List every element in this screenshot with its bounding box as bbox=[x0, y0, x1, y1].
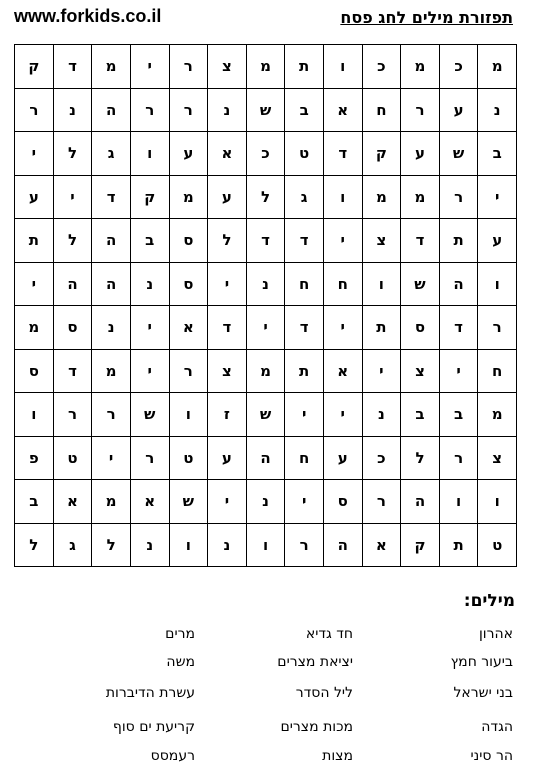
grid-cell[interactable]: ס bbox=[169, 219, 208, 263]
grid-cell[interactable]: י bbox=[285, 480, 324, 524]
grid-cell[interactable]: צ bbox=[401, 349, 440, 393]
site-url[interactable]: www.forkids.co.il bbox=[14, 6, 162, 26]
grid-row bbox=[15, 436, 517, 480]
grid-row bbox=[15, 132, 517, 176]
grid-cell[interactable]: י bbox=[323, 393, 362, 437]
grid-row bbox=[15, 45, 517, 89]
grid-cell[interactable]: ד bbox=[53, 45, 92, 89]
grid-cell[interactable]: ע bbox=[208, 175, 247, 219]
grid-cell[interactable]: מ bbox=[92, 45, 131, 89]
grid-cell[interactable]: ר bbox=[15, 88, 54, 132]
grid-cell[interactable]: א bbox=[53, 480, 92, 524]
grid-cell[interactable]: נ bbox=[246, 262, 285, 306]
grid-cell[interactable]: ר bbox=[169, 349, 208, 393]
grid-cell[interactable]: ח bbox=[285, 436, 324, 480]
grid-cell[interactable]: ל bbox=[15, 523, 54, 567]
grid-cell[interactable]: צ bbox=[208, 349, 247, 393]
grid-cell[interactable]: י bbox=[53, 175, 92, 219]
grid-cell[interactable]: ל bbox=[401, 436, 440, 480]
word-item: מכות מצרים bbox=[280, 719, 353, 735]
grid-cell[interactable]: ל bbox=[92, 523, 131, 567]
grid-cell[interactable]: י bbox=[130, 45, 169, 89]
grid-cell[interactable]: ס bbox=[401, 306, 440, 350]
grid-cell[interactable]: ו bbox=[169, 393, 208, 437]
grid-row bbox=[15, 523, 517, 567]
grid-cell[interactable]: ד bbox=[53, 349, 92, 393]
word-item: מצות bbox=[322, 748, 353, 764]
grid-cell[interactable]: ה bbox=[323, 523, 362, 567]
grid-cell[interactable]: ק bbox=[362, 132, 401, 176]
grid-cell[interactable]: י bbox=[15, 132, 54, 176]
grid-cell[interactable]: פ bbox=[15, 436, 54, 480]
grid-cell[interactable]: ב bbox=[478, 132, 517, 176]
grid-cell[interactable]: ד bbox=[323, 132, 362, 176]
grid-cell[interactable]: ע bbox=[15, 175, 54, 219]
grid-cell[interactable]: א bbox=[169, 306, 208, 350]
grid-cell[interactable]: י bbox=[208, 262, 247, 306]
grid-cell[interactable]: ה bbox=[92, 219, 131, 263]
word-item: בני ישראל bbox=[453, 685, 513, 701]
grid-cell[interactable]: י bbox=[246, 306, 285, 350]
grid-cell[interactable]: י bbox=[130, 349, 169, 393]
grid-cell[interactable]: ח bbox=[362, 88, 401, 132]
grid-cell[interactable]: ב bbox=[15, 480, 54, 524]
grid-cell[interactable]: ד bbox=[246, 219, 285, 263]
grid-cell[interactable]: י bbox=[285, 393, 324, 437]
grid-cell[interactable]: ש bbox=[130, 393, 169, 437]
grid-cell[interactable]: ת bbox=[285, 349, 324, 393]
grid-cell[interactable]: ת bbox=[439, 523, 478, 567]
grid-cell[interactable]: ו bbox=[15, 393, 54, 437]
grid-cell[interactable]: מ bbox=[401, 45, 440, 89]
grid-cell[interactable]: ד bbox=[208, 306, 247, 350]
grid-cell[interactable]: ק bbox=[130, 175, 169, 219]
grid-cell[interactable]: ת bbox=[15, 219, 54, 263]
grid-cell[interactable]: ת bbox=[362, 306, 401, 350]
grid-cell[interactable]: ה bbox=[53, 262, 92, 306]
word-item: ביעור חמץ bbox=[450, 654, 513, 670]
grid-cell[interactable]: ו bbox=[130, 132, 169, 176]
grid-cell[interactable]: ו bbox=[439, 480, 478, 524]
grid-cell[interactable]: מ bbox=[246, 45, 285, 89]
word-item: קריעת ים סוף bbox=[112, 719, 195, 735]
word-item: מרים bbox=[165, 626, 195, 642]
grid-cell[interactable]: ר bbox=[169, 45, 208, 89]
grid-cell[interactable]: ל bbox=[53, 219, 92, 263]
grid-cell[interactable]: מ bbox=[169, 175, 208, 219]
grid-cell[interactable]: ע bbox=[169, 132, 208, 176]
grid-cell[interactable]: ה bbox=[246, 436, 285, 480]
word-item: משה bbox=[166, 654, 195, 670]
grid-cell[interactable]: ב bbox=[285, 88, 324, 132]
grid-cell[interactable]: ה bbox=[439, 262, 478, 306]
word-item: אהרון bbox=[478, 626, 513, 642]
grid-cell[interactable]: ב bbox=[439, 393, 478, 437]
grid-cell[interactable]: צ bbox=[478, 436, 517, 480]
grid-row bbox=[15, 393, 517, 437]
grid-cell[interactable]: צ bbox=[208, 45, 247, 89]
page-title: תפזורת מילים לחג פסח bbox=[340, 8, 513, 27]
grid-cell[interactable]: ג bbox=[285, 175, 324, 219]
grid-cell[interactable]: י bbox=[323, 219, 362, 263]
grid-cell[interactable]: מ bbox=[362, 175, 401, 219]
grid-cell[interactable]: ש bbox=[439, 132, 478, 176]
grid-cell[interactable]: מ bbox=[92, 349, 131, 393]
words-heading: מילים: bbox=[463, 591, 515, 611]
grid-cell[interactable]: י bbox=[362, 349, 401, 393]
grid-cell[interactable]: ו bbox=[478, 480, 517, 524]
grid-cell[interactable]: ש bbox=[246, 393, 285, 437]
grid-cell[interactable]: מ bbox=[401, 175, 440, 219]
grid-cell[interactable]: נ bbox=[478, 88, 517, 132]
grid-cell[interactable]: ע bbox=[478, 219, 517, 263]
grid-cell[interactable]: א bbox=[323, 88, 362, 132]
grid-cell[interactable]: ז bbox=[208, 393, 247, 437]
grid-row bbox=[15, 262, 517, 306]
word-item: עשרת הדיברות bbox=[105, 685, 195, 701]
grid-cell[interactable]: ר bbox=[285, 523, 324, 567]
grid-cell[interactable]: מ bbox=[15, 306, 54, 350]
grid-cell[interactable]: ו bbox=[362, 262, 401, 306]
grid-row bbox=[15, 88, 517, 132]
grid-cell[interactable]: ש bbox=[169, 480, 208, 524]
word-list bbox=[0, 626, 535, 776]
grid-cell[interactable]: ד bbox=[285, 219, 324, 263]
grid-cell[interactable]: י bbox=[323, 306, 362, 350]
grid-cell[interactable]: ק bbox=[401, 523, 440, 567]
grid-cell[interactable]: ג bbox=[92, 132, 131, 176]
grid-cell[interactable]: ס bbox=[15, 349, 54, 393]
grid-row bbox=[15, 219, 517, 263]
grid-cell[interactable]: ת bbox=[439, 219, 478, 263]
grid-cell[interactable]: ב bbox=[130, 219, 169, 263]
grid-cell[interactable]: ג bbox=[53, 523, 92, 567]
grid-cell[interactable]: ל bbox=[53, 132, 92, 176]
grid-cell[interactable]: ר bbox=[401, 88, 440, 132]
grid-cell[interactable]: נ bbox=[130, 262, 169, 306]
grid-cell[interactable]: ר bbox=[130, 88, 169, 132]
grid-cell[interactable]: א bbox=[208, 132, 247, 176]
grid-cell[interactable]: כ bbox=[246, 132, 285, 176]
grid-cell[interactable]: ס bbox=[323, 480, 362, 524]
word-item: הר סיני bbox=[470, 748, 513, 764]
grid-cell[interactable]: כ bbox=[439, 45, 478, 89]
grid-cell[interactable]: ש bbox=[246, 88, 285, 132]
grid-cell[interactable]: ל bbox=[208, 219, 247, 263]
grid-cell[interactable]: מ bbox=[478, 45, 517, 89]
grid-cell[interactable]: ח bbox=[323, 262, 362, 306]
grid-cell[interactable]: ה bbox=[401, 480, 440, 524]
grid-cell[interactable]: ע bbox=[208, 436, 247, 480]
grid-cell[interactable]: ר bbox=[92, 393, 131, 437]
grid-cell[interactable]: י bbox=[478, 175, 517, 219]
grid-cell[interactable]: י bbox=[130, 306, 169, 350]
grid-cell[interactable]: כ bbox=[362, 45, 401, 89]
grid-cell[interactable]: ר bbox=[439, 175, 478, 219]
grid-cell[interactable]: ו bbox=[169, 523, 208, 567]
grid-cell[interactable]: צ bbox=[362, 219, 401, 263]
grid-cell[interactable]: ח bbox=[285, 262, 324, 306]
grid-cell[interactable]: ד bbox=[401, 219, 440, 263]
grid-cell[interactable]: י bbox=[208, 480, 247, 524]
grid-cell[interactable]: ח bbox=[478, 349, 517, 393]
grid-cell[interactable]: ר bbox=[169, 88, 208, 132]
grid-row bbox=[15, 480, 517, 524]
grid-cell[interactable]: נ bbox=[208, 523, 247, 567]
grid-cell[interactable]: ד bbox=[439, 306, 478, 350]
grid-cell[interactable]: ע bbox=[401, 132, 440, 176]
grid-cell[interactable]: י bbox=[439, 349, 478, 393]
grid-cell[interactable]: נ bbox=[53, 88, 92, 132]
grid-cell[interactable]: ר bbox=[53, 393, 92, 437]
word-item: ליל הסדר bbox=[295, 685, 353, 701]
word-item: חד גדיא bbox=[305, 626, 353, 642]
grid-cell[interactable]: ע bbox=[439, 88, 478, 132]
grid-cell[interactable]: נ bbox=[362, 393, 401, 437]
grid-cell[interactable]: ה bbox=[92, 88, 131, 132]
word-item: יציאת מצרים bbox=[277, 654, 353, 670]
grid-cell[interactable]: ס bbox=[169, 262, 208, 306]
grid-cell[interactable]: כ bbox=[362, 436, 401, 480]
grid-cell[interactable]: ת bbox=[285, 45, 324, 89]
grid-cell[interactable]: מ bbox=[92, 480, 131, 524]
grid-cell[interactable]: ר bbox=[478, 306, 517, 350]
grid-cell[interactable]: ד bbox=[285, 306, 324, 350]
grid-cell[interactable]: א bbox=[323, 349, 362, 393]
grid-cell[interactable]: ו bbox=[246, 523, 285, 567]
grid-row bbox=[15, 306, 517, 350]
grid-row bbox=[15, 349, 517, 393]
grid-cell[interactable]: ר bbox=[130, 436, 169, 480]
word-item: הגדה bbox=[481, 719, 513, 735]
grid-cell[interactable]: ה bbox=[92, 262, 131, 306]
grid-cell[interactable]: ט bbox=[169, 436, 208, 480]
grid-cell[interactable]: י bbox=[92, 436, 131, 480]
grid-cell[interactable]: ט bbox=[478, 523, 517, 567]
grid-cell[interactable]: מ bbox=[478, 393, 517, 437]
word-item: רעמסס bbox=[150, 748, 195, 764]
grid-cell[interactable]: נ bbox=[246, 480, 285, 524]
grid-cell[interactable]: ט bbox=[53, 436, 92, 480]
grid-cell[interactable]: א bbox=[130, 480, 169, 524]
word-search-grid bbox=[14, 44, 517, 567]
grid-cell[interactable]: ט bbox=[285, 132, 324, 176]
grid-cell[interactable]: ב bbox=[401, 393, 440, 437]
grid-cell[interactable]: נ bbox=[130, 523, 169, 567]
grid-cell[interactable]: נ bbox=[208, 88, 247, 132]
grid-cell[interactable]: ע bbox=[323, 436, 362, 480]
grid-cell[interactable]: ר bbox=[362, 480, 401, 524]
grid-row bbox=[15, 175, 517, 219]
grid-cell[interactable]: ו bbox=[323, 175, 362, 219]
grid-cell[interactable]: ו bbox=[323, 45, 362, 89]
grid-cell[interactable]: א bbox=[362, 523, 401, 567]
grid-cell[interactable]: ו bbox=[478, 262, 517, 306]
grid-cell[interactable]: ס bbox=[53, 306, 92, 350]
grid-cell[interactable]: ל bbox=[246, 175, 285, 219]
grid-cell[interactable]: נ bbox=[92, 306, 131, 350]
grid-cell[interactable]: מ bbox=[246, 349, 285, 393]
grid-cell[interactable]: ש bbox=[401, 262, 440, 306]
grid-cell[interactable]: י bbox=[15, 262, 54, 306]
grid-cell[interactable]: ר bbox=[439, 436, 478, 480]
grid-cell[interactable]: ק bbox=[15, 45, 54, 89]
grid-cell[interactable]: ד bbox=[92, 175, 131, 219]
